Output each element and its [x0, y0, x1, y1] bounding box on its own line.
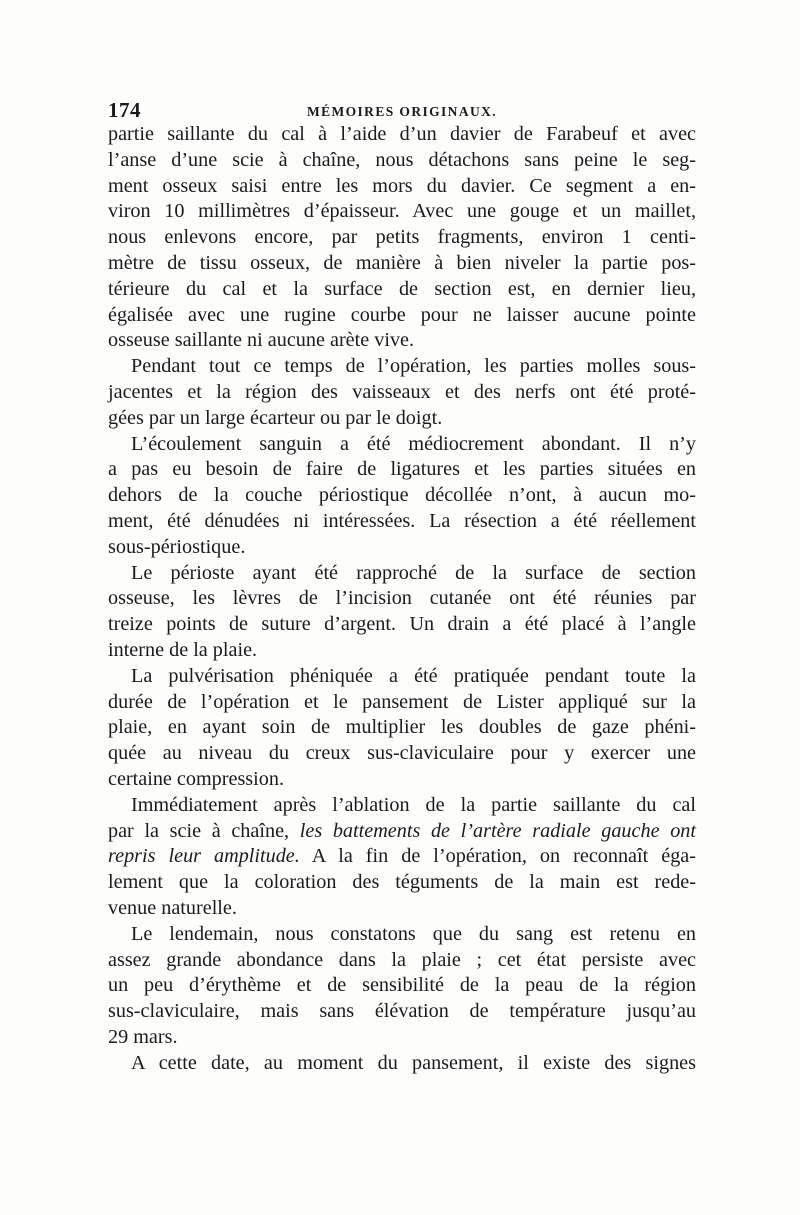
- text-line-35: sus-claviculaire, mais sans élévation de température jusqu’au: [108, 1000, 696, 1023]
- text-line-8: égalisée avec une rugine courbe pour ne laisser aucune pointe: [108, 303, 696, 326]
- text-line-33: assez grande abondance dans la plaie ; cet état persiste avec: [108, 948, 696, 971]
- text-line-6: mètre de tissu osseux, de manière à bien niveler la partie pos-: [108, 251, 696, 274]
- text-line-27: Immédiatement après l’ablation de la partie saillante du cal: [131, 793, 696, 816]
- text-line-18: Le périoste ayant été rapproché de la surface de section: [131, 561, 696, 584]
- text-line-2: l’anse d’une scie à chaîne, nous détachons sans peine le seg-: [108, 148, 696, 171]
- text-line-23: durée de l’opération et le pansement de Lister appliqué sur la: [108, 690, 696, 713]
- text-line-7: térieure du cal et la surface de section est, en dernier lieu,: [108, 277, 696, 300]
- text-line-17: sous-périostique.: [108, 535, 246, 558]
- text-line-21: interne de la plaie.: [108, 638, 258, 661]
- text-line-36: 29 mars.: [108, 1025, 178, 1048]
- text-line-31: venue naturelle.: [108, 896, 237, 919]
- running-title: MÉMOIRES ORIGINAUX.: [306, 104, 498, 119]
- text-line-5: nous enlevons encore, par petits fragments, environ 1 centi-: [108, 226, 696, 249]
- text-line-37: A cette date, au moment du pansement, il existe des signes: [131, 1051, 696, 1074]
- text-line-25: quée au niveau du creux sus-claviculaire pour y exercer une: [108, 742, 696, 765]
- text-line-9: osseuse saillante ni aucune arète vive.: [108, 329, 415, 352]
- text-line-22: La pulvérisation phéniquée a été pratiquée pendant toute la: [131, 664, 696, 687]
- page-header: [108, 98, 696, 124]
- text-line-28: [108, 819, 696, 845]
- text-line-30: lement que la coloration des téguments de la main est rede-: [108, 871, 696, 894]
- text-line-3: ment osseux saisi entre les mors du davier. Ce segment a en-: [108, 174, 696, 197]
- text-line-16: ment, été dénudées ni intéressées. La résection a été réellement: [108, 509, 696, 532]
- text-line-11: jacentes et la région des vaisseaux et des nerfs ont été proté-: [108, 380, 696, 403]
- text-line-15: dehors de la couche périostique décollée n’ont, à aucun mo-: [108, 484, 696, 507]
- text-line-26: certaine compression.: [108, 767, 285, 790]
- text-line-10: Pendant tout ce temps de l’opération, les parties molles sous-: [131, 355, 696, 378]
- text-line-32: Le lendemain, nous constatons que du sang est retenu en: [131, 922, 696, 945]
- text-line-24: plaie, en ayant soin de multiplier les doubles de gaze phéni-: [108, 716, 696, 739]
- text-line-4: viron 10 millimètres d’épaisseur. Avec une gouge et un maillet,: [108, 200, 696, 223]
- text-line-19: osseuse, les lèvres de l’incision cutanée ont été réunies par: [108, 587, 696, 610]
- page-number: 174: [108, 98, 141, 122]
- text-line-29: [108, 844, 696, 870]
- text-line-28-roman: par la scie à chaîne,: [108, 819, 300, 842]
- text-line-1: partie saillante du cal à l’aide d’un davier de Farabeuf et avec: [108, 123, 696, 145]
- body-text: [108, 122, 696, 1076]
- text-line-29-roman: A la fin de l’opération, on reconnaît éga-: [299, 845, 696, 868]
- text-line-28-italic: les battements de l’artère radiale gauche ont: [299, 819, 697, 842]
- text-line-13: L’écoulement sanguin a été médiocrement abondant. Il n’y: [131, 432, 696, 455]
- text-line-14: a pas eu besoin de faire de ligatures et les parties situées en: [108, 458, 696, 481]
- text-line-12: gées par un large écarteur ou par le doigt.: [108, 406, 443, 429]
- text-line-29-italic: repris leur amplitude.: [108, 845, 300, 868]
- text-line-20: treize points de suture d’argent. Un drain a été placé à l’angle: [108, 613, 696, 636]
- text-line-34: un peu d’érythème et de sensibilité de la peau de la région: [108, 974, 696, 997]
